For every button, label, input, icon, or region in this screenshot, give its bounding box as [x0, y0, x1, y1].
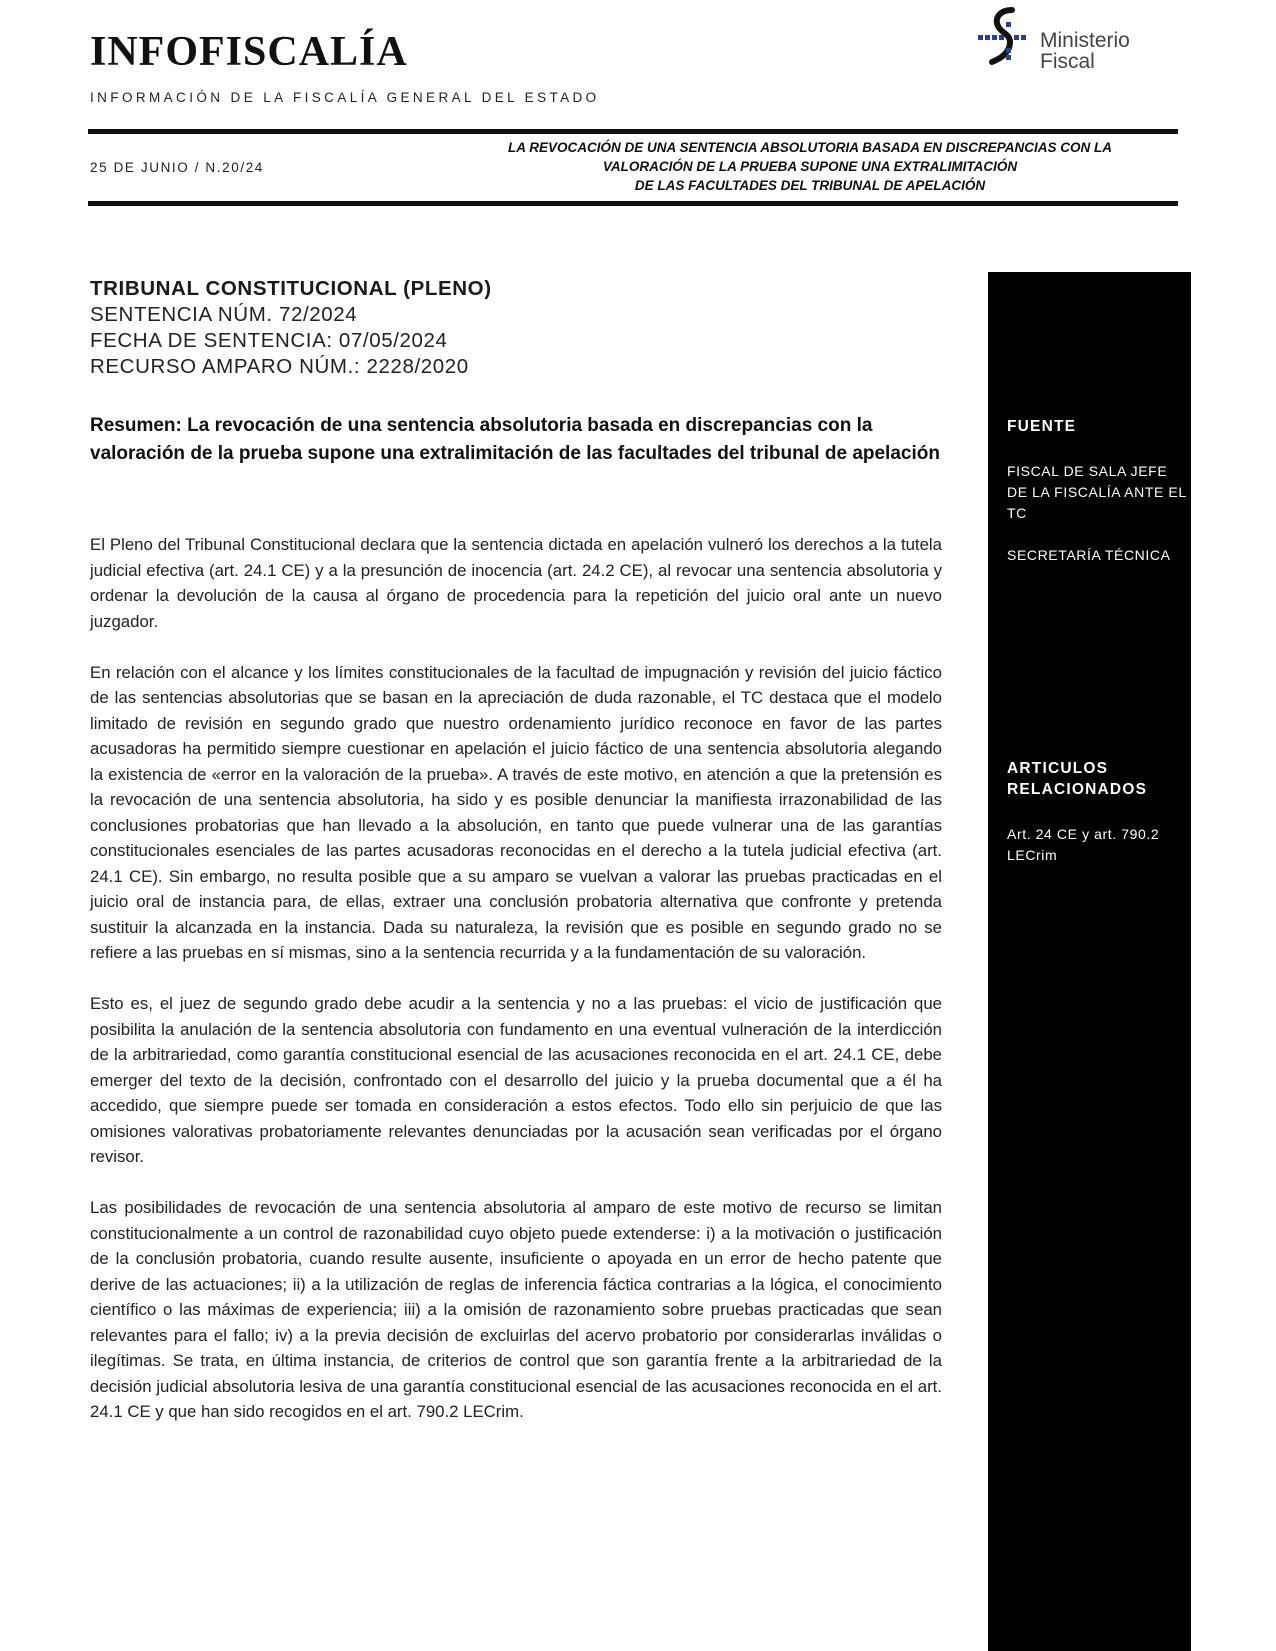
headline-line-3: DE LAS FACULTADES DEL TRIBUNAL DE APELACIÓN — [634, 178, 986, 193]
sidebar-source-line-2: SECRETARÍA TÉCNICA — [1007, 547, 1171, 563]
ministerio-fiscal-emblem-icon — [976, 6, 1036, 76]
summary: Resumen: La revocación de una sentencia absolutoria basada en discrepancias con la valoración de la prueba supone una extralimitación de las facultades del tribunal de apelación — [90, 415, 940, 464]
paragraph: En relación con el alcance y los límites constitucionales de la facultad de impugnación y revisión del juicio fáctico de las sentencias absolutorias que se basan en la apreciación de duda razonable, el TC destaca que el modelo limitado de revisión en segundo grado que nuestro ordenamiento jurídico reconoce en favor de las partes acusadoras ha permitido siempre cuestionar en apelación el juicio fáctico de una sentencia absolutoria alegando la existencia de «error en la valoración de la prueba». A través de este motivo, en atención a que la pretensión es la revocación de una sentencia absolutoria, ha sido y es posible denunciar la manifiesta irrazonabilidad de las conclusiones probatorias que han llevado a la absolución, en tanto que puede vulnerar una de las garantías constitucionales esenciales de las partes acusadoras reconocidas en el derecho a la tutela judicial efectiva (art. 24.1 CE). Sin embargo, no resulta posible que a su amparo se vuelvan a valorar las pruebas practicadas en el juicio oral de instancia para, de ellas, extraer una conclusión probatoria alternativa que confronte y pretenda sustituir la alcanzada en la instancia. Dada su naturaleza, la revisión que es posible en segundo grado no se refiere a las pruebas en sí mismas, sino a la sentencia recurrida y a la fundamentación de su valoración. — [90, 662, 942, 962]
paragraph: Las posibilidades de revocación de una sentencia absolutoria al amparo de este motivo de recurso se limitan constitucionalmente a un control de razonabilidad cuyo objeto puede extenderse: i) a la motivación o justificación de la conclusión probatoria, cuando resulte ausente, insuficiente o apoyada en un error de hecho patente que derive de las actuaciones; ii) a la utilización de reglas de inferencia fáctica contrarias a la lógica, el conocimiento científico o las máximas de experiencia; iii) a la omisión de razonamiento sobre pruebas practicadas que sean relevantes para el fallo; iv) a la previa decisión de excluirlas del acervo probatorio por considerarlas inválidas o ilegítimas. Se trata, en última instancia, de criterios de control que son garantía frente a la arbitrariedad de la decisión judicial absolutoria lesiva de una garantía constitucional esencial de las acusaciones reconocida en el art. 24.1 CE y que han sido recogidos en el art. 790.2 LECrim. — [90, 1198, 942, 1421]
ministerio-fiscal-logo — [976, 6, 1166, 76]
sidebar-source-heading: FUENTE — [1007, 418, 1077, 435]
article-body — [90, 532, 942, 1450]
sidebar-articles-text: Art. 24 CE y art. 790.2 LECrim — [1007, 826, 1160, 863]
header-rule-top — [88, 129, 1178, 134]
paragraph: Esto es, el juez de segundo grado debe acudir a la sentencia y no a las pruebas: el vicio de justificación que posibilita la anulación de la sentencia absolutoria con fundamento en una eventual vulneración de la interdicción de la arbitrariedad, como garantía constitucional esencial de las acusaciones reconocida en el art. 24.1 CE, debe emerger del texto de la decisión, confrontado con el desarrollo del juicio y la prueba documental que a él ha accedido, que siempre puede ser tomada en consideración a estos efectos. Todo ello sin perjuicio de que las omisiones valorativas probatoriamente relevantes denunciadas por la acusación sean verificadas por el órgano revisor. — [90, 994, 942, 1166]
logo-line-2: Fiscal — [1040, 50, 1095, 73]
headline-line-2: VALORACIÓN DE LA PRUEBA SUPONE UNA EXTRALIMITACIÓN — [602, 159, 1018, 174]
case-court: TRIBUNAL CONSTITUCIONAL (PLENO) — [90, 277, 492, 300]
brand-title: INFOFISCALÍA — [90, 29, 408, 75]
sidebar-source-line-1: FISCAL DE SALA JEFE DE LA FISCALÍA ANTE EL TC — [1007, 463, 1187, 521]
case-appeal: RECURSO AMPARO NÚM.: 2228/2020 — [90, 355, 469, 378]
paragraph: El Pleno del Tribunal Constitucional declara que la sentencia dictada en apelación vulneró los derechos a la tutela judicial efectiva (art. 24.1 CE) y a la presunción de inocencia (art. 24.2 CE), al revocar una sentencia absolutoria y ordenar la devolución de la causa al órgano de procedencia para la repetición del juicio oral ante un nuevo juzgador. — [90, 535, 942, 631]
header-rule-bottom — [88, 201, 1178, 206]
case-sentence: SENTENCIA NÚM. 72/2024 — [90, 303, 358, 326]
case-block — [90, 276, 492, 380]
sidebar-articles-heading: ARTICULOS RELACIONADOS — [1007, 760, 1148, 798]
case-date: FECHA DE SENTENCIA: 07/05/2024 — [90, 329, 448, 352]
brand-subtitle: INFORMACIÓN DE LA FISCALÍA GENERAL DEL ESTADO — [90, 90, 600, 105]
logo-line-1: Ministerio — [1040, 29, 1130, 52]
issue-date: 25 DE JUNIO / N.20/24 — [90, 160, 264, 175]
headline — [440, 138, 1180, 195]
headline-line-1: LA REVOCACIÓN DE UNA SENTENCIA ABSOLUTORIA BASADA EN DISCREPANCIAS CON LA — [507, 140, 1113, 155]
sidebar — [988, 272, 1191, 1651]
